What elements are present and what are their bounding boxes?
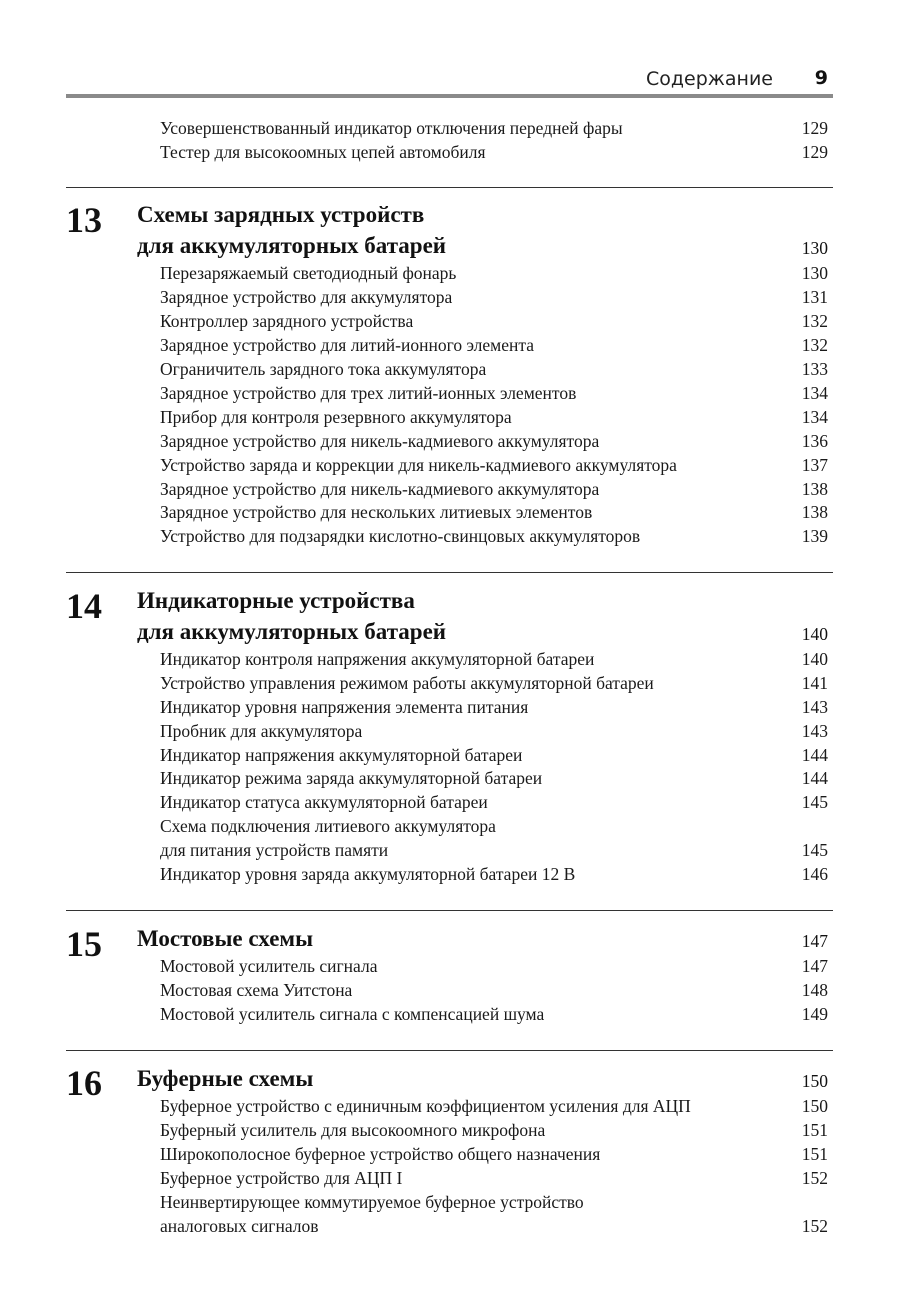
toc-entry[interactable] bbox=[160, 1094, 828, 1118]
toc-entry-title: Зарядное устройство для трех литий-ионных элементов bbox=[160, 383, 577, 403]
toc-entry-page: 133 bbox=[801, 359, 828, 379]
toc-entry-page: 132 bbox=[801, 335, 828, 355]
toc-entry-page: 145 bbox=[801, 840, 828, 860]
toc-entry[interactable] bbox=[160, 1214, 828, 1238]
toc-entry-page: 145 bbox=[801, 792, 828, 812]
chapter-number: 15 bbox=[66, 924, 102, 964]
toc-entry[interactable] bbox=[160, 862, 828, 886]
toc-entry-page: 132 bbox=[801, 311, 828, 331]
toc-entry-page: 140 bbox=[801, 649, 828, 669]
chapter-title-line: Буферные схемы bbox=[137, 1066, 314, 1091]
chapter-page: 147 bbox=[801, 931, 828, 951]
toc-entry-title: Прибор для контроля резервного аккумулятора bbox=[160, 407, 512, 427]
running-header bbox=[66, 66, 833, 92]
chapter-title-line: для аккумуляторных батарей bbox=[137, 233, 447, 258]
toc-entry-page: 144 bbox=[801, 745, 828, 765]
chapter-number: 14 bbox=[66, 586, 102, 626]
toc-entry-title: Усовершенствованный индикатор отключения передней фары bbox=[160, 118, 623, 138]
toc-entry[interactable] bbox=[160, 477, 828, 501]
toc-entry[interactable] bbox=[160, 381, 828, 405]
toc-entry-title: Устройство заряда и коррекции для никель-кадмиевого аккумулятора bbox=[160, 455, 677, 475]
toc-entry-title: Зарядное устройство для нескольких литиевых элементов bbox=[160, 502, 593, 522]
toc-entry-page: 147 bbox=[801, 956, 828, 976]
toc-entry-title: Индикатор уровня заряда аккумуляторной батареи 12 В bbox=[160, 864, 576, 884]
toc-entry-title: Зарядное устройство для аккумулятора bbox=[160, 287, 453, 307]
chapter-title[interactable] bbox=[137, 231, 828, 261]
chapter-title[interactable] bbox=[137, 924, 828, 954]
toc-entry-page: 138 bbox=[801, 479, 828, 499]
toc-entry-title: Буферный усилитель для высокоомного микрофона bbox=[160, 1120, 546, 1140]
toc-entry[interactable] bbox=[160, 647, 828, 671]
toc-entry-page: 134 bbox=[801, 383, 828, 403]
toc-entry-title: Контроллер зарядного устройства bbox=[160, 311, 414, 331]
toc-entry-title: Устройство управления режимом работы аккумуляторной батареи bbox=[160, 673, 654, 693]
chapter-divider bbox=[66, 572, 833, 573]
chapter-divider bbox=[66, 910, 833, 911]
toc-entry-title: Широкополосное буферное устройство общего назначения bbox=[160, 1144, 601, 1164]
toc-entry[interactable] bbox=[160, 1142, 828, 1166]
toc-entry-title: Буферное устройство с единичным коэффициентом усиления для АЦП bbox=[160, 1096, 691, 1116]
toc-entry-title: Неинвертирующее коммутируемое буферное устройство bbox=[160, 1192, 584, 1212]
toc-entry[interactable] bbox=[160, 524, 828, 548]
toc-entry[interactable] bbox=[160, 116, 828, 140]
toc-entry[interactable] bbox=[160, 500, 828, 524]
toc-entry-page: 129 bbox=[801, 118, 828, 138]
toc-entry[interactable] bbox=[160, 978, 828, 1002]
chapter-page: 150 bbox=[801, 1071, 828, 1091]
toc-entry-page: 137 bbox=[801, 455, 828, 475]
chapter-title-line: Схемы зарядных устройств bbox=[137, 202, 425, 227]
toc-entry[interactable] bbox=[160, 814, 828, 838]
toc-entry[interactable] bbox=[160, 838, 828, 862]
page-number: 9 bbox=[814, 67, 828, 89]
toc-entry-page: 138 bbox=[801, 502, 828, 522]
toc-entry-title: Зарядное устройство для никель-кадмиевого аккумулятора bbox=[160, 479, 600, 499]
toc-entry-page: 144 bbox=[801, 768, 828, 788]
chapter-title[interactable] bbox=[137, 617, 828, 647]
toc-entry-page: 148 bbox=[801, 980, 828, 1000]
toc-entry[interactable] bbox=[160, 719, 828, 743]
toc-entry-title: Индикатор статуса аккумуляторной батареи bbox=[160, 792, 488, 812]
toc-entry-page: 141 bbox=[801, 673, 828, 693]
toc-entry-title: Мостовая схема Уитстона bbox=[160, 980, 353, 1000]
toc-entry-page: 143 bbox=[801, 721, 828, 741]
toc-entry[interactable] bbox=[160, 140, 828, 164]
toc-entry-title: Мостовой усилитель сигнала с компенсацией шума bbox=[160, 1004, 545, 1024]
toc-entry[interactable] bbox=[160, 766, 828, 790]
chapter-page: 130 bbox=[801, 238, 828, 258]
toc-entry-title: Схема подключения литиевого аккумулятора bbox=[160, 816, 496, 836]
chapter-title-line: Индикаторные устройства bbox=[137, 588, 415, 613]
toc-entry-page: 130 bbox=[801, 263, 828, 283]
toc-entry[interactable] bbox=[160, 261, 828, 285]
toc-entry[interactable] bbox=[160, 333, 828, 357]
toc-entry-title: Зарядное устройство для никель-кадмиевого аккумулятора bbox=[160, 431, 600, 451]
toc-entry-page: 152 bbox=[801, 1168, 828, 1188]
chapter-title-line: для аккумуляторных батарей bbox=[137, 619, 447, 644]
chapter-divider bbox=[66, 1050, 833, 1051]
toc-entry-page: 131 bbox=[801, 287, 828, 307]
header-rule bbox=[66, 94, 833, 98]
toc-entry-page: 146 bbox=[801, 864, 828, 884]
toc-entry-title: Индикатор контроля напряжения аккумуляторной батареи bbox=[160, 649, 595, 669]
toc-entry-page: 129 bbox=[801, 142, 828, 162]
chapter-number: 13 bbox=[66, 200, 102, 240]
toc-entry-title: Индикатор напряжения аккумуляторной батареи bbox=[160, 745, 523, 765]
toc-entry-title: Буферное устройство для АЦП I bbox=[160, 1168, 403, 1188]
toc-entry[interactable] bbox=[160, 671, 828, 695]
toc-entry[interactable] bbox=[160, 357, 828, 381]
toc-entry-page: 139 bbox=[801, 526, 828, 546]
toc-entry-title: аналоговых сигналов bbox=[160, 1216, 319, 1236]
toc-entry-title: Перезаряжаемый светодиодный фонарь bbox=[160, 263, 457, 283]
running-title: Содержание bbox=[646, 68, 773, 90]
toc-entry[interactable] bbox=[160, 954, 828, 978]
toc-entry-page: 143 bbox=[801, 697, 828, 717]
toc-entry[interactable] bbox=[160, 743, 828, 767]
toc-entry-page: 151 bbox=[801, 1144, 828, 1164]
toc-entry-page: 149 bbox=[801, 1004, 828, 1024]
toc-entry-page: 136 bbox=[801, 431, 828, 451]
toc-entry[interactable] bbox=[160, 695, 828, 719]
toc-entry-title: Устройство для подзарядки кислотно-свинцовых аккумуляторов bbox=[160, 526, 641, 546]
toc-entry[interactable] bbox=[160, 1118, 828, 1142]
toc-entry[interactable] bbox=[160, 790, 828, 814]
toc-entry[interactable] bbox=[160, 1166, 828, 1190]
toc-entry-title: Мостовой усилитель сигнала bbox=[160, 956, 378, 976]
toc-entry-title: для питания устройств памяти bbox=[160, 840, 389, 860]
chapter-title-line: Мостовые схемы bbox=[137, 926, 314, 951]
chapter-page: 140 bbox=[801, 624, 828, 644]
toc-entry-title: Зарядное устройство для литий-ионного элемента bbox=[160, 335, 534, 355]
toc-entry-page: 134 bbox=[801, 407, 828, 427]
chapter-divider bbox=[66, 187, 833, 188]
toc-entry-page: 150 bbox=[801, 1096, 828, 1116]
toc-entry[interactable] bbox=[160, 1190, 828, 1214]
toc-entry[interactable] bbox=[160, 405, 828, 429]
toc-entry[interactable] bbox=[160, 285, 828, 309]
toc-entry-title: Индикатор режима заряда аккумуляторной батареи bbox=[160, 768, 543, 788]
chapter-title[interactable] bbox=[137, 200, 828, 230]
toc-entry-title: Ограничитель зарядного тока аккумулятора bbox=[160, 359, 487, 379]
toc-entry[interactable] bbox=[160, 309, 828, 333]
toc-entry[interactable] bbox=[160, 429, 828, 453]
chapter-number: 16 bbox=[66, 1063, 102, 1103]
toc-entry-title: Пробник для аккумулятора bbox=[160, 721, 363, 741]
toc-entry-title: Тестер для высокоомных цепей автомобиля bbox=[160, 142, 486, 162]
chapter-title[interactable] bbox=[137, 1064, 828, 1094]
toc-entry-title: Индикатор уровня напряжения элемента питания bbox=[160, 697, 529, 717]
toc-entry[interactable] bbox=[160, 453, 828, 477]
toc-entry-page: 151 bbox=[801, 1120, 828, 1140]
chapter-title[interactable] bbox=[137, 586, 828, 616]
toc-entry[interactable] bbox=[160, 1002, 828, 1026]
toc-entry-page: 152 bbox=[801, 1216, 828, 1236]
